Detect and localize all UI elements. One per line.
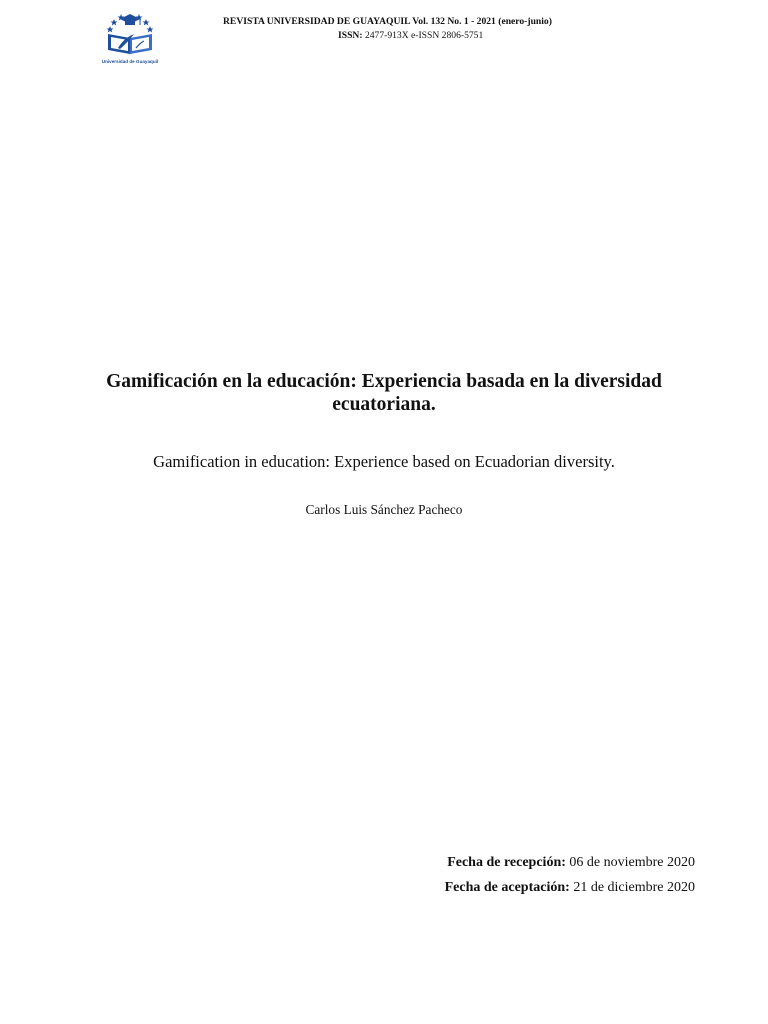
reception-date-line <box>445 850 695 875</box>
acceptance-value: 21 de diciembre 2020 <box>573 880 695 895</box>
issn-line <box>338 30 483 41</box>
article-title-spanish: Gamificación en la educación: Experiencia basada en la diversidad ecuatoriana. <box>106 371 662 415</box>
reception-label: Fecha de recepción: <box>447 855 566 870</box>
acceptance-label: Fecha de aceptación: <box>444 880 570 895</box>
dates-block <box>445 850 695 900</box>
journal-title-line: REVISTA UNIVERSIDAD DE GUAYAQUIL Vol. 132 No. 1 - 2021 (enero-junio) <box>223 16 552 27</box>
reception-value: 06 de noviembre 2020 <box>569 855 695 870</box>
logo-caption: Universidad de Guayaquil <box>101 59 159 64</box>
acceptance-date-line <box>445 875 695 900</box>
university-crest-icon <box>100 10 160 66</box>
university-logo <box>100 10 160 66</box>
issn-label: ISSN: <box>338 30 363 41</box>
author-name: Carlos Luis Sánchez Pacheco <box>305 502 463 517</box>
article-title-english: Gamification in education: Experience based on Ecuadorian diversity. <box>153 452 615 471</box>
issn-value: 2477-913X e-ISSN 2806-5751 <box>364 30 484 41</box>
